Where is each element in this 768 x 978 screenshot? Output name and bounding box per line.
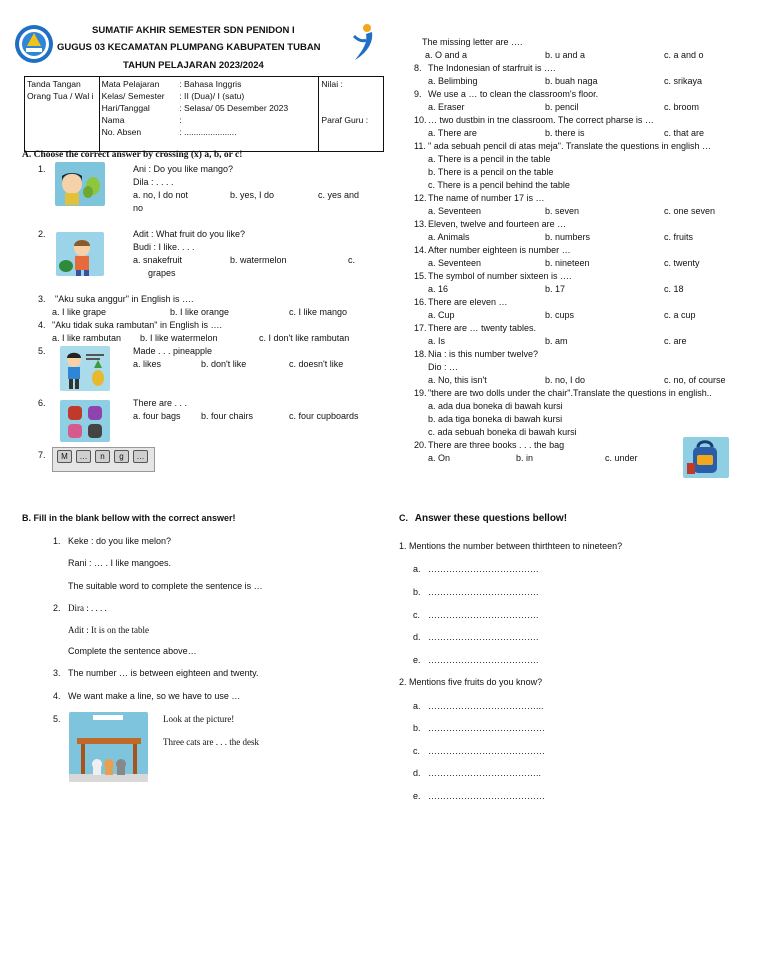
c-q1-blank-b[interactable]: ……………………………….	[428, 587, 539, 597]
c-q2-blank-e[interactable]: …………………………………	[428, 791, 545, 801]
q16-number: 16.	[414, 297, 427, 307]
q17-option-a[interactable]: a. Is	[428, 336, 446, 346]
parent-signature-cell: Tanda Tangan Orang Tua / Wal i	[25, 77, 100, 152]
q9-option-c[interactable]: c. broom	[664, 102, 700, 112]
c-q2-blank-d[interactable]: ………………………………..	[428, 768, 542, 778]
q1-option-b[interactable]: b. yes, I do	[230, 190, 275, 200]
q19-option-c[interactable]: c. ada sebuah boneka di bawah kursi	[428, 427, 577, 437]
c-q2-blank-b-label: b.	[413, 723, 421, 733]
q16-option-c[interactable]: c. a cup	[664, 310, 696, 320]
q9-option-b[interactable]: b. pencil	[545, 102, 579, 112]
section-c-heading: Answer these questions bellow!	[414, 513, 568, 524]
class-label: Kelas/ Semester	[101, 91, 165, 101]
q7-box-2[interactable]: …	[76, 450, 91, 463]
q15-option-c[interactable]: c. 18	[664, 284, 684, 294]
q12-number: 12.	[414, 193, 427, 203]
q19-number: 19.	[414, 388, 427, 398]
teacher-sign-field[interactable]: Paraf Guru :	[321, 115, 369, 125]
q13-option-a[interactable]: a. Animals	[428, 232, 470, 242]
q8-number: 8.	[414, 63, 422, 73]
q6-picture-four-bags	[60, 400, 110, 442]
q16-option-b[interactable]: b. cups	[545, 310, 575, 320]
subject-value: : Bahasa Inggris	[179, 79, 242, 89]
q1-option-a[interactable]: a. no, I do not	[133, 190, 189, 200]
q11-option-c[interactable]: c. There is a pencil behind the table	[428, 180, 570, 190]
section-b-title: B. Fill in the blank bellow with the correct answer!	[22, 513, 236, 523]
q6-number: 6.	[38, 398, 46, 408]
q3-option-c[interactable]: c. I like mango	[289, 307, 348, 317]
b-q1-number: 1.	[53, 536, 61, 546]
q11-option-b[interactable]: b. There is a pencil on the table	[428, 167, 554, 177]
q20-option-b[interactable]: b. in	[516, 453, 534, 463]
q7-number: 7.	[38, 450, 46, 460]
q12-option-b[interactable]: b. seven	[545, 206, 580, 216]
q15-number: 15.	[414, 271, 427, 281]
q20-option-c[interactable]: c. under	[605, 453, 638, 463]
q5-option-b[interactable]: b. don't like	[201, 359, 247, 369]
q1-line1: Ani : Do you like mango?	[133, 164, 234, 174]
q15-option-b[interactable]: b. 17	[545, 284, 566, 294]
date-label: Hari/Tanggal	[101, 103, 150, 113]
q6-option-b[interactable]: b. four chairs	[201, 411, 254, 421]
q7-option-a[interactable]: a. O and a	[425, 50, 468, 60]
q8-text: The Indonesian of starfruit is ….	[428, 63, 556, 73]
section-a-title: A. Choose the correct answer by crossing (x) a, b, or c!	[22, 150, 243, 160]
q6-option-a[interactable]: a. four bags	[133, 411, 181, 421]
q7-box-1: M	[57, 450, 72, 463]
q14-option-b[interactable]: b. nineteen	[545, 258, 590, 268]
b-q3-text: The number … is between eighteen and twenty.	[68, 668, 259, 678]
b-q3-number: 3.	[53, 668, 61, 678]
c-q1-blank-a[interactable]: ……………………………….	[428, 564, 539, 574]
c-q1-blank-a-label: a.	[413, 564, 421, 574]
q10-option-b[interactable]: b. there is	[545, 128, 585, 138]
b-q4-text: We want make a line, so we have to use …	[68, 691, 241, 701]
q1-picture-girl-mango	[55, 162, 105, 206]
q13-option-c[interactable]: c. fruits	[664, 232, 694, 242]
q16-option-a[interactable]: a. Cup	[428, 310, 455, 320]
school-title: SUMATIF AKHIR SEMESTER SDN PENIDON I	[92, 25, 295, 36]
c-q2-text: 2. Mentions five fruits do you know?	[399, 677, 543, 687]
c-q1-blank-b-label: b.	[413, 587, 421, 597]
c-q1-blank-d-label: d.	[413, 632, 421, 642]
q19-text: "there are two dolls under the chair".Translate the questions in english..	[428, 388, 712, 398]
q15-option-a[interactable]: a. 16	[428, 284, 449, 294]
b-q5-picture-cats-desk	[69, 712, 148, 782]
q7-letter-boxes	[52, 447, 155, 472]
year-title: TAHUN PELAJARAN 2023/2024	[123, 60, 264, 71]
q20-option-a[interactable]: a. On	[428, 453, 451, 463]
q18-option-b[interactable]: b. no, I do	[545, 375, 586, 385]
q9-number: 9.	[414, 89, 422, 99]
q10-number: 10.	[414, 115, 427, 125]
q13-number: 13.	[414, 219, 427, 229]
absen-field[interactable]: : ......................	[179, 127, 237, 137]
q18-line2: Dio : …	[428, 362, 459, 372]
c-q2-blank-c-label: c.	[413, 746, 421, 756]
q3-option-b[interactable]: b. I like orange	[170, 307, 230, 317]
q5-option-c[interactable]: c. doesn't like	[289, 359, 344, 369]
q7-box-3: n	[95, 450, 110, 463]
q2-number: 2.	[38, 229, 46, 239]
c-q2-blank-d-label: d.	[413, 768, 421, 778]
section-c-title	[399, 513, 567, 524]
date-value: : Selasa/ 05 Desember 2023	[179, 103, 289, 113]
b-q2-line1: Dira : . . . .	[68, 603, 107, 613]
q20-text: There are three books . . . the bag	[428, 440, 565, 450]
b-q2-line2: Adit : It is on the table	[68, 625, 149, 635]
q12-option-a[interactable]: a. Seventeen	[428, 206, 482, 216]
q4-option-a[interactable]: a. I like rambutan	[52, 333, 122, 343]
q14-number: 14.	[414, 245, 427, 255]
q2-option-c-cont: grapes	[148, 268, 176, 278]
class-value: : II (Dua)/ I (satu)	[179, 91, 245, 101]
q18-option-a[interactable]: a. No, this isn't	[428, 375, 487, 385]
q10-option-a[interactable]: a. There are	[428, 128, 477, 138]
c-q2-blank-a-label: a.	[413, 701, 421, 711]
c-q2-blank-a[interactable]: ………………………………...	[428, 701, 544, 711]
c-q1-blank-e-label: e.	[413, 655, 421, 665]
q3-text: "Aku suka anggur" in English is ….	[55, 294, 194, 304]
c-q2-blank-c[interactable]: …………………………………	[428, 746, 545, 756]
c-q1-blank-d[interactable]: ……………………………….	[428, 632, 539, 642]
q19-option-a[interactable]: a. ada dua boneka di bawah kursi	[428, 401, 563, 411]
subject-label: Mata Pelajaran	[101, 79, 160, 89]
c-q1-blank-c-label: c.	[413, 610, 421, 620]
q2-picture-boy-watermelon	[56, 232, 104, 276]
q2-option-b[interactable]: b. watermelon	[230, 255, 287, 265]
q14-option-c[interactable]: c. twenty	[664, 258, 700, 268]
student-info-table	[24, 76, 384, 152]
q2-line1: Adit : What fruit do you like?	[133, 229, 246, 239]
q9-text: We use a … to clean the classroom's floor.	[428, 89, 599, 99]
q18-option-c[interactable]: c. no, of course	[664, 375, 726, 385]
section-c-letter: C.	[399, 513, 408, 523]
q10-option-c[interactable]: c. that are	[664, 128, 705, 138]
q2-option-c[interactable]: c.	[348, 255, 356, 265]
b-q2-line3: Complete the sentence above…	[68, 646, 197, 656]
b-q2-number: 2.	[53, 603, 61, 613]
q3-number: 3.	[38, 294, 46, 304]
q2-line2: Budi : I like. . . .	[133, 242, 195, 252]
q17-option-b[interactable]: b. am	[545, 336, 568, 346]
q13-text: Eleven, twelve and fourteen are …	[428, 219, 567, 229]
q17-number: 17.	[414, 323, 427, 333]
b-q4-number: 4.	[53, 691, 61, 701]
c-q1-blank-e[interactable]: ……………………………….	[428, 655, 539, 665]
absen-label: No. Absen	[101, 127, 142, 137]
q4-text: "Aku tidak suka rambutan" in English is ….	[52, 320, 222, 330]
b-q5-line1: Look at the picture!	[163, 714, 235, 724]
q11-option-a[interactable]: a. There is a pencil in the table	[428, 154, 551, 164]
q17-text: There are … twenty tables.	[428, 323, 537, 333]
q8-option-a[interactable]: a. Belimbing	[428, 76, 478, 86]
q7-box-4: g	[114, 450, 129, 463]
q11-text: " ada sebuah pencil di atas meja". Translate the questions in english …	[428, 141, 712, 151]
q10-text: … two dustbin in tne classroom. The correct pharse is …	[428, 115, 654, 125]
q6-option-c[interactable]: c. four cupboards	[289, 411, 359, 421]
b-q1-line3: The suitable word to complete the sentence is …	[68, 581, 263, 591]
c-q1-blank-c[interactable]: ……………………………….	[428, 610, 539, 620]
b-q5-line2: Three cats are . . . the desk	[163, 737, 259, 747]
q20-picture-bag-books	[683, 437, 729, 478]
q14-text: After number eighteen is number …	[428, 245, 571, 255]
q5-picture-boy-pineapple	[60, 346, 110, 391]
q2-option-a[interactable]: a. snakefruit	[133, 255, 183, 265]
q12-text: The name of number 17 is …	[428, 193, 545, 203]
q1-line2: Dila : . . . .	[133, 177, 174, 187]
b-q1-line2: Rani : … . I like mangoes.	[68, 558, 172, 568]
cluster-title: GUGUS 03 KECAMATAN PLUMPANG KABUPATEN TUBAN	[57, 42, 321, 53]
q7-option-b[interactable]: b. u and a	[545, 50, 586, 60]
q15-text: The symbol of number sixteen is ….	[428, 271, 572, 281]
name-label: Nama	[101, 115, 125, 125]
q7-box-5[interactable]: …	[133, 450, 148, 463]
c-q2-blank-e-label: e.	[413, 791, 421, 801]
q4-option-c[interactable]: c. I don't like rambutan	[259, 333, 350, 343]
q7-option-c[interactable]: c. a and o	[664, 50, 704, 60]
q14-option-a[interactable]: a. Seventeen	[428, 258, 482, 268]
q6-text: There are . . .	[133, 398, 188, 408]
q4-number: 4.	[38, 320, 46, 330]
q12-option-c[interactable]: c. one seven	[664, 206, 716, 216]
q20-number: 20.	[414, 440, 427, 450]
score-field[interactable]: Nilai :	[321, 79, 343, 89]
b-q5-number: 5.	[53, 714, 61, 724]
q8-option-c[interactable]: c. srikaya	[664, 76, 703, 86]
q19-option-b[interactable]: b. ada tiga boneka di bawah kursi	[428, 414, 563, 424]
q11-number: 11.	[414, 141, 426, 151]
q8-option-b[interactable]: b. buah naga	[545, 76, 598, 86]
q17-option-c[interactable]: c. are	[664, 336, 687, 346]
c-q2-blank-b[interactable]: …………………………………	[428, 723, 545, 733]
tutwuri-logo	[12, 24, 56, 64]
merdeka-logo	[352, 22, 376, 62]
q5-number: 5.	[38, 346, 46, 356]
q18-number: 18.	[414, 349, 427, 359]
q9-option-a[interactable]: a. Eraser	[428, 102, 465, 112]
q16-text: There are eleven …	[428, 297, 508, 307]
q7-cont-text: The missing letter are ….	[422, 37, 523, 47]
q13-option-b[interactable]: b. numbers	[545, 232, 591, 242]
q3-option-a[interactable]: a. I like grape	[52, 307, 107, 317]
q1-option-c[interactable]: c. yes and	[318, 190, 360, 200]
q5-text: Made . . . pineapple	[133, 346, 213, 356]
q1-number: 1.	[38, 164, 46, 174]
q4-option-b[interactable]: b. I like watermelon	[140, 333, 218, 343]
b-q1-line1: Keke : do you like melon?	[68, 536, 172, 546]
q5-option-a[interactable]: a. likes	[133, 359, 162, 369]
q18-text: Nia : is this number twelve?	[428, 349, 539, 359]
c-q1-text: 1. Mentions the number between thirthteen to nineteen?	[399, 541, 623, 551]
name-field[interactable]: :	[179, 115, 182, 125]
q1-option-c-cont: no	[133, 203, 144, 213]
